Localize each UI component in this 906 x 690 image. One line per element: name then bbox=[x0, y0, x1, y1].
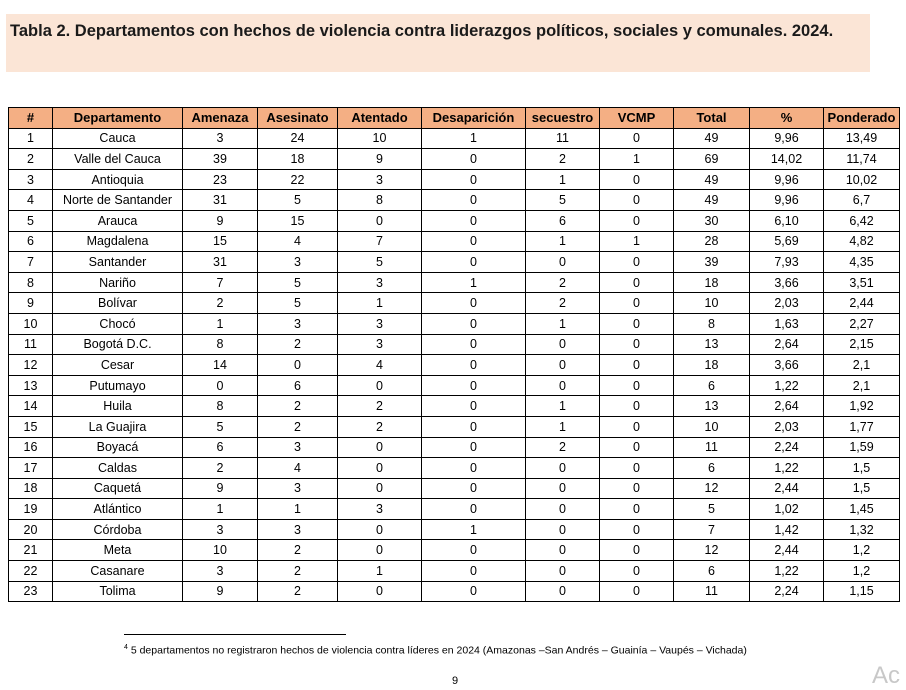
table-cell: 7,93 bbox=[750, 252, 824, 273]
table-cell: 2,64 bbox=[750, 334, 824, 355]
table-cell: 0 bbox=[422, 169, 526, 190]
table-cell: 0 bbox=[338, 581, 422, 602]
table-cell: 2 bbox=[183, 458, 258, 479]
table-cell: 10 bbox=[9, 313, 53, 334]
table-cell: 6,42 bbox=[824, 210, 900, 231]
table-cell: 4 bbox=[338, 355, 422, 376]
table-cell: 6 bbox=[9, 231, 53, 252]
table-cell: 0 bbox=[338, 478, 422, 499]
column-header: VCMP bbox=[600, 108, 674, 129]
table-cell: 0 bbox=[338, 458, 422, 479]
table-cell: 2 bbox=[258, 581, 338, 602]
table-cell: 2 bbox=[526, 272, 600, 293]
table-cell: 6,7 bbox=[824, 190, 900, 211]
table-cell: 0 bbox=[422, 293, 526, 314]
table-cell: 10,02 bbox=[824, 169, 900, 190]
table-cell: 6 bbox=[183, 437, 258, 458]
table-cell: 69 bbox=[674, 149, 750, 170]
table-cell: 5 bbox=[674, 499, 750, 520]
table-cell: 11 bbox=[674, 581, 750, 602]
column-header: Amenaza bbox=[183, 108, 258, 129]
table-cell: 1 bbox=[183, 313, 258, 334]
table-cell: 17 bbox=[9, 458, 53, 479]
table-cell: 1,5 bbox=[824, 458, 900, 479]
table-cell: 0 bbox=[422, 499, 526, 520]
table-row bbox=[9, 375, 900, 396]
table-cell: 0 bbox=[526, 458, 600, 479]
table-cell: 2,03 bbox=[750, 416, 824, 437]
table-cell: 0 bbox=[526, 519, 600, 540]
footnote bbox=[124, 641, 824, 658]
table-cell: 1,2 bbox=[824, 540, 900, 561]
table-cell: 8 bbox=[338, 190, 422, 211]
table-cell: 0 bbox=[422, 149, 526, 170]
table-cell: 4 bbox=[258, 458, 338, 479]
table-cell: 0 bbox=[338, 540, 422, 561]
table-cell: 0 bbox=[600, 293, 674, 314]
table-row bbox=[9, 334, 900, 355]
table-row bbox=[9, 437, 900, 458]
table-cell: 6 bbox=[674, 561, 750, 582]
table-cell: 7 bbox=[183, 272, 258, 293]
table-cell: 1,45 bbox=[824, 499, 900, 520]
table-cell: 2 bbox=[258, 396, 338, 417]
table-row bbox=[9, 561, 900, 582]
table-cell: 9 bbox=[183, 581, 258, 602]
table-cell: 0 bbox=[600, 561, 674, 582]
table-title-box bbox=[6, 14, 870, 72]
table-cell: 1 bbox=[338, 293, 422, 314]
table-cell: 3 bbox=[258, 519, 338, 540]
table-cell: 6 bbox=[674, 458, 750, 479]
table-cell: 1,42 bbox=[750, 519, 824, 540]
table-cell: Bogotá D.C. bbox=[53, 334, 183, 355]
footnote-divider bbox=[124, 634, 346, 635]
table-cell: 6 bbox=[526, 210, 600, 231]
table-cell: 1 bbox=[338, 561, 422, 582]
table-cell: 1 bbox=[526, 416, 600, 437]
table-cell: 0 bbox=[600, 437, 674, 458]
table-cell: 0 bbox=[600, 252, 674, 273]
table-cell: 15 bbox=[258, 210, 338, 231]
table-row bbox=[9, 581, 900, 602]
table-cell: 2,64 bbox=[750, 396, 824, 417]
table-row bbox=[9, 540, 900, 561]
table-cell: 13 bbox=[9, 375, 53, 396]
table-cell: 3 bbox=[258, 478, 338, 499]
table-cell: 0 bbox=[526, 581, 600, 602]
table-cell: Bolívar bbox=[53, 293, 183, 314]
table-cell: 5 bbox=[338, 252, 422, 273]
table-cell: 2 bbox=[258, 416, 338, 437]
table-cell: 0 bbox=[526, 540, 600, 561]
table-cell: 49 bbox=[674, 190, 750, 211]
table-cell: 0 bbox=[600, 355, 674, 376]
table-cell: 0 bbox=[600, 128, 674, 149]
table-cell: 2 bbox=[258, 561, 338, 582]
table-cell: 10 bbox=[338, 128, 422, 149]
table-cell: 1,5 bbox=[824, 478, 900, 499]
table-cell: 2 bbox=[258, 334, 338, 355]
column-header: Departamento bbox=[53, 108, 183, 129]
table-header-row bbox=[9, 108, 900, 129]
table-cell: 24 bbox=[258, 128, 338, 149]
table-cell: 49 bbox=[674, 169, 750, 190]
table-cell: Atlántico bbox=[53, 499, 183, 520]
table-cell: 23 bbox=[9, 581, 53, 602]
table-cell: 0 bbox=[338, 210, 422, 231]
table-cell: La Guajira bbox=[53, 416, 183, 437]
table-cell: 0 bbox=[600, 458, 674, 479]
column-header: Asesinato bbox=[258, 108, 338, 129]
table-cell: 3 bbox=[9, 169, 53, 190]
table-cell: 1,2 bbox=[824, 561, 900, 582]
table-cell: 0 bbox=[600, 540, 674, 561]
table-cell: 0 bbox=[526, 499, 600, 520]
table-cell: 0 bbox=[422, 252, 526, 273]
table-cell: 1,22 bbox=[750, 561, 824, 582]
table-cell: 0 bbox=[526, 252, 600, 273]
table-cell: Meta bbox=[53, 540, 183, 561]
table-cell: 3 bbox=[258, 252, 338, 273]
table-cell: 1,32 bbox=[824, 519, 900, 540]
table-cell: 5 bbox=[183, 416, 258, 437]
table-cell: Casanare bbox=[53, 561, 183, 582]
table-cell: 12 bbox=[674, 478, 750, 499]
table-cell: 20 bbox=[9, 519, 53, 540]
table-cell: 0 bbox=[422, 190, 526, 211]
table-cell: 39 bbox=[183, 149, 258, 170]
table-cell: 2 bbox=[338, 396, 422, 417]
table-cell: 0 bbox=[600, 375, 674, 396]
table-cell: 0 bbox=[422, 375, 526, 396]
table-row bbox=[9, 210, 900, 231]
table-cell: 7 bbox=[338, 231, 422, 252]
table-cell: 14 bbox=[9, 396, 53, 417]
table-cell: 1 bbox=[526, 169, 600, 190]
table-cell: 3 bbox=[338, 499, 422, 520]
table-row bbox=[9, 190, 900, 211]
table-cell: 1 bbox=[9, 128, 53, 149]
table-cell: Boyacá bbox=[53, 437, 183, 458]
table-cell: 8 bbox=[183, 334, 258, 355]
table-row bbox=[9, 293, 900, 314]
table-cell: 23 bbox=[183, 169, 258, 190]
table-cell: Magdalena bbox=[53, 231, 183, 252]
table-title: Tabla 2. Departamentos con hechos de violencia contra liderazgos políticos, sociales y comunales. 2024. bbox=[10, 22, 834, 40]
table-cell: 0 bbox=[600, 396, 674, 417]
table-cell: 9,96 bbox=[750, 128, 824, 149]
table-cell: 2,24 bbox=[750, 437, 824, 458]
table-cell: 0 bbox=[422, 540, 526, 561]
table-cell: 7 bbox=[9, 252, 53, 273]
table-cell: 1,59 bbox=[824, 437, 900, 458]
table-cell: 1 bbox=[422, 128, 526, 149]
table-cell: 30 bbox=[674, 210, 750, 231]
table-cell: Córdoba bbox=[53, 519, 183, 540]
table-cell: 3 bbox=[338, 169, 422, 190]
column-header: % bbox=[750, 108, 824, 129]
table-cell: 21 bbox=[9, 540, 53, 561]
table-cell: 3 bbox=[258, 437, 338, 458]
table-cell: 0 bbox=[422, 355, 526, 376]
table-cell: 9,96 bbox=[750, 169, 824, 190]
table-cell: 4,82 bbox=[824, 231, 900, 252]
table-cell: 2,44 bbox=[750, 478, 824, 499]
table-cell: 0 bbox=[600, 272, 674, 293]
table-cell: 2 bbox=[9, 149, 53, 170]
table-cell: 0 bbox=[526, 478, 600, 499]
table-cell: 4,35 bbox=[824, 252, 900, 273]
table-cell: 14 bbox=[183, 355, 258, 376]
table-cell: 3 bbox=[183, 561, 258, 582]
table-cell: 1 bbox=[526, 231, 600, 252]
table-cell: 4 bbox=[9, 190, 53, 211]
table-cell: 1,02 bbox=[750, 499, 824, 520]
table-cell: 0 bbox=[422, 334, 526, 355]
table-cell: 9 bbox=[9, 293, 53, 314]
table-cell: 0 bbox=[526, 375, 600, 396]
table-cell: 49 bbox=[674, 128, 750, 149]
table-cell: 11 bbox=[9, 334, 53, 355]
table-row bbox=[9, 478, 900, 499]
table-cell: 10 bbox=[183, 540, 258, 561]
table-row bbox=[9, 416, 900, 437]
table-cell: 14,02 bbox=[750, 149, 824, 170]
table-cell: 0 bbox=[600, 519, 674, 540]
table-cell: 0 bbox=[526, 334, 600, 355]
table-cell: 11 bbox=[526, 128, 600, 149]
table-cell: 9 bbox=[183, 210, 258, 231]
table-cell: 2,24 bbox=[750, 581, 824, 602]
table-cell: 0 bbox=[183, 375, 258, 396]
table-cell: 18 bbox=[258, 149, 338, 170]
table-cell: 31 bbox=[183, 252, 258, 273]
column-header: Ponderado bbox=[824, 108, 900, 129]
table-cell: 1,22 bbox=[750, 458, 824, 479]
table-cell: 2 bbox=[526, 437, 600, 458]
table-cell: 11 bbox=[674, 437, 750, 458]
table-row bbox=[9, 231, 900, 252]
table-cell: 3 bbox=[338, 313, 422, 334]
table-cell: 28 bbox=[674, 231, 750, 252]
table-cell: 1 bbox=[600, 231, 674, 252]
table-cell: 5,69 bbox=[750, 231, 824, 252]
table-cell: 13 bbox=[674, 396, 750, 417]
table-cell: 0 bbox=[422, 416, 526, 437]
table-row bbox=[9, 149, 900, 170]
table-cell: 2,1 bbox=[824, 355, 900, 376]
table-cell: 2,44 bbox=[824, 293, 900, 314]
table-cell: 19 bbox=[9, 499, 53, 520]
table-cell: 9 bbox=[183, 478, 258, 499]
table-cell: 2,1 bbox=[824, 375, 900, 396]
table-cell: 22 bbox=[9, 561, 53, 582]
table-cell: 0 bbox=[600, 313, 674, 334]
table-cell: 18 bbox=[674, 355, 750, 376]
table-cell: 0 bbox=[600, 334, 674, 355]
table-cell: 6 bbox=[258, 375, 338, 396]
table-cell: 18 bbox=[9, 478, 53, 499]
table-cell: 9,96 bbox=[750, 190, 824, 211]
table-cell: 7 bbox=[674, 519, 750, 540]
page-number: 9 bbox=[452, 675, 459, 687]
data-table bbox=[8, 107, 900, 602]
table-cell: 1 bbox=[422, 272, 526, 293]
table-body bbox=[9, 128, 900, 602]
table-cell: 0 bbox=[422, 458, 526, 479]
column-header: # bbox=[9, 108, 53, 129]
table-cell: 3 bbox=[183, 128, 258, 149]
table-row bbox=[9, 313, 900, 334]
table-row bbox=[9, 252, 900, 273]
table-cell: 4 bbox=[258, 231, 338, 252]
table-row bbox=[9, 355, 900, 376]
table-cell: 0 bbox=[258, 355, 338, 376]
table-cell: Arauca bbox=[53, 210, 183, 231]
table-cell: 16 bbox=[9, 437, 53, 458]
table-cell: Putumayo bbox=[53, 375, 183, 396]
table-cell: 0 bbox=[422, 313, 526, 334]
table-cell: 0 bbox=[422, 581, 526, 602]
table-cell: 0 bbox=[338, 519, 422, 540]
table-cell: Tolima bbox=[53, 581, 183, 602]
table-cell: 18 bbox=[674, 272, 750, 293]
table-cell: 15 bbox=[9, 416, 53, 437]
table-cell: 1,22 bbox=[750, 375, 824, 396]
table-cell: 1 bbox=[183, 499, 258, 520]
table-cell: Huila bbox=[53, 396, 183, 417]
table-cell: 0 bbox=[600, 581, 674, 602]
table-row bbox=[9, 272, 900, 293]
table-cell: 22 bbox=[258, 169, 338, 190]
table-cell: 1,92 bbox=[824, 396, 900, 417]
table-cell: 0 bbox=[600, 190, 674, 211]
table-cell: 13,49 bbox=[824, 128, 900, 149]
table-cell: 3 bbox=[338, 334, 422, 355]
table-cell: 0 bbox=[600, 169, 674, 190]
table-cell: 3,66 bbox=[750, 272, 824, 293]
table-cell: 1,63 bbox=[750, 313, 824, 334]
table-cell: Nariño bbox=[53, 272, 183, 293]
table-cell: 0 bbox=[422, 210, 526, 231]
table-cell: 3 bbox=[183, 519, 258, 540]
table-cell: 0 bbox=[338, 375, 422, 396]
table-cell: 3 bbox=[338, 272, 422, 293]
table-cell: 5 bbox=[258, 190, 338, 211]
table-cell: 1,15 bbox=[824, 581, 900, 602]
column-header: Desaparición bbox=[422, 108, 526, 129]
table-cell: 0 bbox=[338, 437, 422, 458]
table-cell: Chocó bbox=[53, 313, 183, 334]
table-cell: Valle del Cauca bbox=[53, 149, 183, 170]
table-cell: 0 bbox=[600, 499, 674, 520]
table-cell: 2 bbox=[338, 416, 422, 437]
table-cell: 5 bbox=[526, 190, 600, 211]
table-cell: 12 bbox=[674, 540, 750, 561]
table-cell: 10 bbox=[674, 293, 750, 314]
table-cell: Antioquia bbox=[53, 169, 183, 190]
table-cell: 2 bbox=[183, 293, 258, 314]
table-cell: 0 bbox=[422, 396, 526, 417]
table-cell: 31 bbox=[183, 190, 258, 211]
table-cell: 1 bbox=[422, 519, 526, 540]
table-cell: Norte de Santander bbox=[53, 190, 183, 211]
table-cell: 0 bbox=[422, 478, 526, 499]
column-header: secuestro bbox=[526, 108, 600, 129]
table-cell: 1 bbox=[258, 499, 338, 520]
table-row bbox=[9, 169, 900, 190]
table-cell: Caquetá bbox=[53, 478, 183, 499]
table-cell: 0 bbox=[422, 231, 526, 252]
table-cell: 11,74 bbox=[824, 149, 900, 170]
table-cell: 1 bbox=[526, 313, 600, 334]
table-cell: 15 bbox=[183, 231, 258, 252]
table-cell: 1 bbox=[526, 396, 600, 417]
table-cell: Cauca bbox=[53, 128, 183, 149]
table-cell: 0 bbox=[526, 355, 600, 376]
table-cell: 2 bbox=[526, 149, 600, 170]
table-row bbox=[9, 128, 900, 149]
footnote-text: 5 departamentos no registraron hechos de violencia contra líderes en 2024 (Amazonas –San Andrés – Guainía – Vaupés – Vichada) bbox=[130, 644, 747, 657]
table-cell: 12 bbox=[9, 355, 53, 376]
table-cell: 1 bbox=[600, 149, 674, 170]
table-cell: 8 bbox=[674, 313, 750, 334]
table-cell: 0 bbox=[600, 416, 674, 437]
table-cell: 1,77 bbox=[824, 416, 900, 437]
table-cell: 10 bbox=[674, 416, 750, 437]
table-cell: Caldas bbox=[53, 458, 183, 479]
column-header: Total bbox=[674, 108, 750, 129]
table-cell: 8 bbox=[9, 272, 53, 293]
table-cell: 3,51 bbox=[824, 272, 900, 293]
table-cell: 9 bbox=[338, 149, 422, 170]
table-cell: 6 bbox=[674, 375, 750, 396]
table-cell: 5 bbox=[258, 293, 338, 314]
table-cell: 0 bbox=[422, 561, 526, 582]
table-cell: 0 bbox=[526, 561, 600, 582]
table-cell: Santander bbox=[53, 252, 183, 273]
table-cell: 8 bbox=[183, 396, 258, 417]
watermark: Ac bbox=[872, 662, 901, 689]
table-cell: 5 bbox=[258, 272, 338, 293]
footnote-marker: 4 bbox=[124, 644, 128, 651]
table-cell: 2,15 bbox=[824, 334, 900, 355]
table-cell: 3 bbox=[258, 313, 338, 334]
table-cell: 5 bbox=[9, 210, 53, 231]
table-row bbox=[9, 499, 900, 520]
table-cell: 2 bbox=[526, 293, 600, 314]
table-cell: 0 bbox=[600, 210, 674, 231]
table-cell: 6,10 bbox=[750, 210, 824, 231]
table-cell: 2,27 bbox=[824, 313, 900, 334]
table-cell: 2,03 bbox=[750, 293, 824, 314]
table-cell: 0 bbox=[600, 478, 674, 499]
table-cell: 2 bbox=[258, 540, 338, 561]
table-row bbox=[9, 458, 900, 479]
column-header: Atentado bbox=[338, 108, 422, 129]
table-cell: Cesar bbox=[53, 355, 183, 376]
table-row bbox=[9, 396, 900, 417]
table-cell: 13 bbox=[674, 334, 750, 355]
table-cell: 2,44 bbox=[750, 540, 824, 561]
table-cell: 39 bbox=[674, 252, 750, 273]
table-cell: 0 bbox=[422, 437, 526, 458]
table-cell: 3,66 bbox=[750, 355, 824, 376]
table-row bbox=[9, 519, 900, 540]
